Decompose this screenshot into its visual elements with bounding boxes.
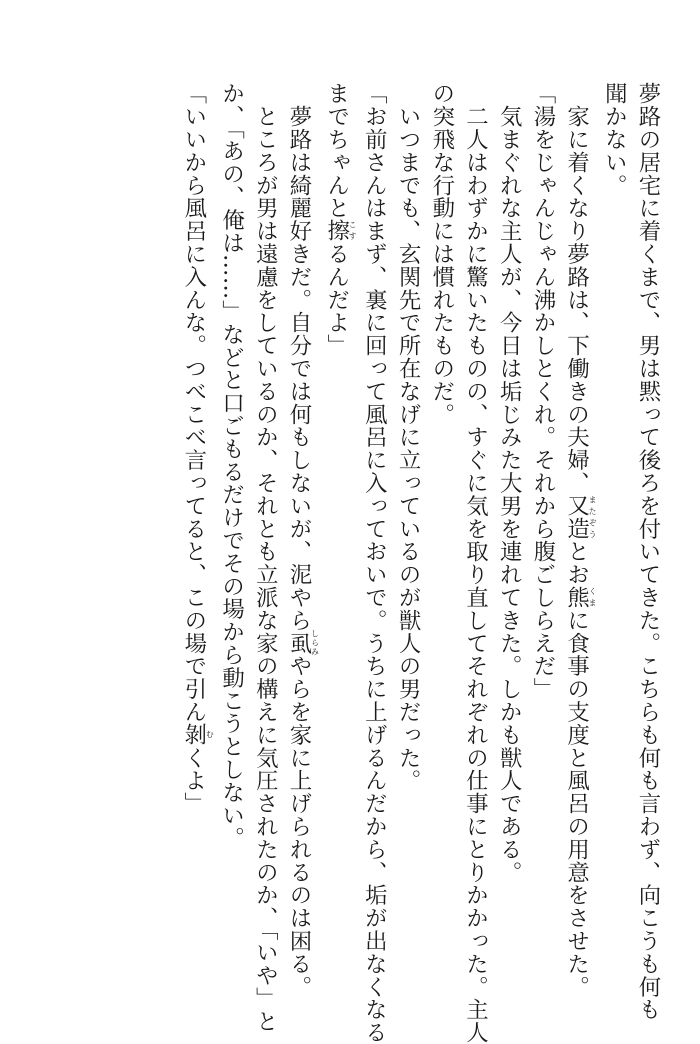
- ruby-word: [323, 219, 358, 243]
- text-segment: の突飛な行動には慣れたものだ。: [428, 82, 455, 426]
- text-segment: ところが男は遠慮をしているのか、それとも立派な家の構えに気圧されたのか、「いや」と: [252, 82, 279, 1033]
- text-segment: いつまでも、玄関先で所在なげに立っているのが獣人の男だった。: [395, 82, 422, 792]
- text-segment: 「湯をじゃんじゃん沸かしとくれ。それから腹ごしらえだ」: [529, 82, 556, 701]
- text-line: [525, 82, 559, 942]
- ruby-word: [180, 723, 215, 747]
- ruby-word: [563, 494, 598, 541]
- text-line: [214, 82, 248, 942]
- vertical-text-body: [176, 82, 664, 1044]
- ruby-reading: またぞう: [588, 494, 598, 540]
- text-line: [630, 82, 664, 1021]
- ruby-word: [563, 585, 598, 609]
- text-segment: 聞かない。: [601, 82, 628, 197]
- ruby-word: [285, 629, 320, 657]
- text-segment: 「いいから風呂に入んな。つべこべ言ってると、この場で引ん: [180, 82, 207, 724]
- text-segment: 気まぐれな主人が、今日は垢じみた大男を連れてきた。しかも獣人である。: [496, 82, 523, 884]
- text-segment: くよ」: [180, 746, 207, 815]
- text-line: [390, 82, 424, 942]
- text-line: [491, 82, 525, 942]
- text-segment: 家に着くなり夢路は、下働きの夫婦、: [563, 82, 590, 495]
- text-segment: までちゃんと: [323, 82, 350, 220]
- text-segment: か、「あの、俺は……」などと口ごもるだけでその場から動こうとしない。: [218, 82, 245, 850]
- text-line: [458, 82, 492, 1044]
- ruby-base: 剝: [180, 723, 207, 747]
- text-segment: 夢路の居宅に着くまで、男は黙って後ろを付いてきた。こちらも何も言わず、向こうも何も: [635, 82, 661, 1021]
- ruby-base: 虱: [285, 629, 312, 657]
- text-segment: に食事の支度と風呂の用意をさせた。: [563, 608, 590, 999]
- ruby-base: 熊: [563, 585, 590, 609]
- ruby-base: 又造: [563, 494, 590, 541]
- text-line: [357, 82, 391, 1044]
- text-line: [281, 82, 320, 999]
- text-segment: 夢路は綺麗好きだ。自分では何もしないが、泥やら: [285, 82, 312, 632]
- ruby-reading: む: [205, 723, 215, 747]
- text-line: [424, 82, 458, 942]
- text-line: [597, 82, 631, 942]
- text-segment: 「お前さんはまず、裏に回って風呂に入っておいで。うちに上げるんだから、垢が出なくなる: [361, 82, 388, 1044]
- text-segment: るんだよ」: [323, 242, 350, 357]
- ruby-reading: くま: [588, 585, 598, 609]
- ruby-base: 擦: [323, 219, 350, 243]
- text-segment: 二人はわずかに驚いたものの、すぐに気を取り直してそれぞれの仕事にとりかかった。主人: [462, 82, 489, 1044]
- text-segment: とお: [563, 540, 590, 586]
- ruby-reading: こす: [348, 219, 358, 243]
- text-line: [319, 82, 357, 942]
- text-line: [176, 82, 214, 942]
- text-line: [559, 82, 598, 999]
- text-segment: やらを家に上げられるのは困る。: [285, 654, 312, 999]
- ruby-reading: しらみ: [310, 629, 320, 657]
- text-line: [248, 82, 282, 1033]
